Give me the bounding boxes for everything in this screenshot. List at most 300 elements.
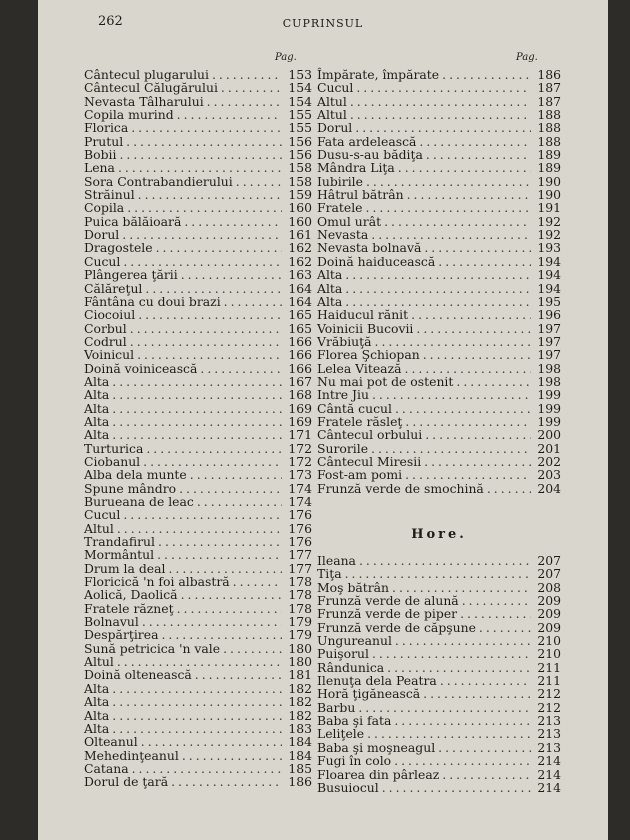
toc-entry-page: 166 [288,360,312,376]
dot-leader [413,322,531,335]
toc-entry-title: Cântecul Călugărului [84,80,218,96]
toc-entry [317,175,561,188]
toc-entry [317,687,561,700]
dot-leader [408,308,531,321]
toc-entry-title: Horă ţigănească [317,686,421,702]
dot-leader [453,375,531,388]
dot-leader [420,348,531,361]
toc-entry-title: Burueana de leac [84,494,194,509]
dot-leader [187,468,282,481]
toc-entry-page: 209 [537,619,561,635]
toc-entry [84,762,312,775]
toc-entry [317,188,561,201]
toc-entry [84,508,312,521]
toc-entry-title: Călăreţul [84,280,143,296]
toc-entry [84,562,312,575]
toc-entry [317,268,561,281]
toc-entry-page: 155 [288,107,312,123]
toc-entry-page: 211 [537,659,561,675]
toc-entry-page: 196 [537,307,561,323]
dot-leader [114,522,282,535]
toc-entry-title: Împărate, împărate [317,67,440,82]
toc-entry-page: 183 [288,720,312,736]
toc-entry [84,388,312,401]
dot-leader [372,335,532,348]
toc-entry-title: Catana [84,760,129,776]
toc-entry-page: 155 [288,120,312,136]
dot-leader [140,455,282,468]
toc-entry-page: 173 [288,467,312,483]
toc-entry [84,428,312,441]
toc-entry [317,108,561,121]
toc-entry [317,482,561,495]
toc-entry-page: 176 [288,507,312,523]
toc-entry-title: Alta [84,400,110,416]
toc-entry [84,695,312,708]
toc-entry-title: Baba şi fata [317,713,392,729]
toc-entry-title: Sună petricica 'n vale [84,640,221,656]
dot-leader [230,575,282,588]
dot-leader [178,588,282,601]
toc-entry-page: 179 [288,627,312,643]
toc-entry [317,468,561,481]
toc-entry-page: 176 [288,520,312,536]
toc-entry-title: Altul [317,107,347,123]
toc-entry-page: 182 [288,707,312,723]
dot-leader [109,709,282,722]
toc-entry-title: Floarea din pârleaz [317,766,440,782]
toc-entry-title: Alta [317,267,343,283]
toc-entry-page: 153 [288,67,312,82]
toc-entry-title: Leliţele [317,726,365,742]
toc-entry-page: 189 [537,160,561,176]
toc-entry-page: 172 [288,440,312,456]
toc-entry-title: Frunză verde de piper [317,606,458,622]
toc-entry-page: 178 [288,600,312,616]
dot-leader [109,388,282,401]
toc-entry-page: 197 [537,333,561,349]
toc-entry-page: 187 [537,80,561,96]
toc-entry-title: Codrul [84,333,127,349]
toc-entry-page: 174 [288,494,312,509]
dot-leader [204,95,282,108]
toc-entry-title: Bolnavul [84,614,139,630]
toc-entry [84,375,312,388]
toc-entry-title: Voinicii Bucovii [317,320,414,336]
dot-leader [192,668,282,681]
dot-leader [209,68,282,81]
dot-leader [120,255,282,268]
toc-entry-page: 167 [288,373,312,389]
dot-leader [476,621,531,634]
toc-right-top [317,68,561,495]
dot-leader [181,215,282,228]
toc-entry [84,228,312,241]
toc-entry-page: 199 [537,387,561,403]
toc-entry [317,81,561,94]
dot-leader [127,335,282,348]
dot-leader [392,402,531,415]
toc-entry [317,282,561,295]
dot-leader [342,295,531,308]
toc-entry [84,295,312,308]
toc-entry-page: 188 [537,107,561,123]
toc-entry [84,415,312,428]
toc-entry [317,581,561,594]
section-heading-hore: Hore. [411,527,467,542]
dot-leader [109,722,282,735]
toc-entry [84,241,312,254]
toc-entry-title: Surorile [317,440,369,456]
dot-leader [174,108,282,121]
toc-entry-title: Doină haiducească [317,253,436,269]
toc-entry-page: 158 [288,173,312,189]
pag-label-right: Pag. [516,52,538,63]
dot-leader [435,255,531,268]
toc-entry-title: Fugi în colo [317,753,392,769]
toc-entry-page: 162 [288,240,312,256]
toc-entry [84,468,312,481]
dot-leader [435,741,531,754]
toc-entry-title: Străinul [84,187,135,203]
toc-entry-title: Tiţa [317,566,342,582]
toc-entry [317,148,561,161]
toc-entry-page: 156 [288,133,312,149]
toc-entry [317,255,561,268]
toc-entry [84,495,312,508]
toc-entry [317,567,561,580]
toc-entry-page: 203 [537,467,561,483]
toc-entry [84,642,312,655]
toc-entry [84,522,312,535]
toc-entry-title: Dorul [317,120,353,136]
dot-leader [194,495,282,508]
toc-entry [84,482,312,495]
toc-entry [84,722,312,735]
toc-entry [84,108,312,121]
toc-entry [317,781,561,794]
toc-entry [317,161,561,174]
toc-entry-title: Cântecul Miresii [317,453,422,469]
toc-entry-title: Omul urât [317,213,382,229]
toc-entry-page: 214 [537,779,561,795]
toc-entry-title: Frunză verde de căpşune [317,619,476,635]
toc-entry-title: Rândunica [317,659,385,675]
toc-entry-page: 191 [537,200,561,216]
toc-entry-title: Turturica [84,440,144,456]
toc-entry-title: Busuiocul [317,779,379,795]
toc-entry-page: 184 [288,747,312,763]
toc-entry-title: Florea Şchiopan [317,347,420,363]
toc-entry-page: 159 [288,187,312,203]
toc-entry [84,81,312,94]
toc-entry-page: 179 [288,614,312,630]
toc-entry-title: Hâtrul bătrân [317,187,404,203]
toc-entry-title: Prutul [84,133,124,149]
toc-entry-page: 164 [288,293,312,309]
dot-leader [109,695,282,708]
dot-leader [124,201,282,214]
toc-entry-page: 194 [537,253,561,269]
toc-entry-title: Puica bălăioară [84,213,182,229]
toc-entry [84,308,312,321]
toc-right-bottom [317,554,561,794]
toc-entry-page: 194 [537,280,561,296]
dot-leader [363,175,531,188]
dot-leader [109,428,282,441]
dot-leader [168,775,282,788]
toc-entry-page: 208 [537,579,561,595]
toc-entry [84,749,312,762]
book-page [38,0,608,840]
toc-entry [317,335,561,348]
toc-entry [317,415,561,428]
toc-entry-page: 210 [537,633,561,649]
toc-entry-title: Fratele răzneţ [84,600,174,616]
dot-leader [404,188,531,201]
toc-entry-title: Moş bătrân [317,579,390,595]
toc-entry-title: Frunză verde de alună [317,593,459,609]
dot-leader [416,135,531,148]
toc-entry-title: Cucul [84,253,121,269]
dot-leader [395,161,531,174]
toc-entry-page: 200 [537,427,561,443]
toc-entry-title: Fost-am pomi [317,467,403,483]
toc-entry [84,268,312,281]
toc-entry-page: 202 [537,453,561,469]
toc-entry-title: Altul [317,93,347,109]
dot-leader [174,602,282,615]
toc-entry-page: 198 [537,360,561,376]
dot-leader [179,749,282,762]
toc-entry-page: 190 [537,173,561,189]
dot-leader [421,455,531,468]
dot-leader [109,375,282,388]
dot-leader [439,768,531,781]
dot-leader [178,268,282,281]
dot-leader [402,468,531,481]
toc-entry-title: Haiducul rănit [317,307,409,323]
toc-entry-title: Ilenuţa dela Peatra [317,673,437,689]
toc-entry-title: Mormântul [84,547,155,563]
toc-entry [84,215,312,228]
toc-entry-title: Ungureanul [317,633,392,649]
dot-leader [109,682,282,695]
toc-entry-title: Cucul [84,507,121,523]
dot-leader [116,148,282,161]
toc-entry-title: Alta [84,413,110,429]
toc-entry-page: 166 [288,347,312,363]
toc-entry-page: 168 [288,387,312,403]
toc-entry [84,548,312,561]
toc-entry-page: 163 [288,267,312,283]
toc-entry [317,621,561,634]
toc-entry-title: Vrăbiuţă [317,333,372,349]
toc-entry-page: 156 [288,147,312,163]
dot-leader [347,108,531,121]
toc-entry-title: Floricică 'n foi albastră [84,574,230,590]
toc-entry-page: 192 [537,213,561,229]
toc-entry-title: Cântecul plugarului [84,67,209,82]
toc-entry [84,615,312,628]
toc-entry-page: 188 [537,120,561,136]
toc-entry [317,362,561,375]
section-gap [317,495,561,518]
toc-entry [84,775,312,788]
toc-entry-page: 210 [537,646,561,662]
dot-leader [379,781,531,794]
dot-leader [153,241,282,254]
dot-leader [135,188,282,201]
dot-leader [134,348,282,361]
toc-entry-title: Barbu [317,699,356,715]
dot-leader [381,215,531,228]
toc-entry-title: Copila [84,200,125,216]
toc-entry-page: 185 [288,760,312,776]
toc-entry [317,455,561,468]
dot-leader [143,442,282,455]
toc-entry [84,362,312,375]
toc-entry-page: 171 [288,427,312,443]
toc-entry-title: Ciocoiul [84,307,136,323]
toc-entry [317,228,561,241]
toc-entry-page: 165 [288,320,312,336]
toc-entry-page: 211 [537,673,561,689]
toc-entry-title: Fratele [317,200,363,216]
toc-entry-title: Dorul [84,227,120,243]
toc-entry [317,135,561,148]
dot-leader [369,388,531,401]
toc-entry-title: Fântâna cu doui brazi [84,293,221,309]
toc-entry-title: Mândra Liţa [317,160,395,176]
toc-entry-title: Fata ardelească [317,133,417,149]
toc-entry-title: Doină voinicească [84,360,198,376]
toc-entry-page: 186 [288,774,312,790]
toc-entry-page: 199 [537,400,561,416]
toc-entry-title: Dusu-s-au bădiţa [317,147,423,163]
dot-leader [155,535,282,548]
toc-entry [317,701,561,714]
toc-entry [317,754,561,767]
toc-entry-page: 188 [537,133,561,149]
dot-leader [391,754,531,767]
toc-entry-page: 174 [288,480,312,496]
toc-entry-title: Alta [84,427,110,443]
toc-entry [317,348,561,361]
toc-entry [84,348,312,361]
toc-entry [84,735,312,748]
toc-entry-page: 154 [288,80,312,96]
toc-entry [317,674,561,687]
dot-leader [353,81,531,94]
toc-entry-page: 172 [288,453,312,469]
toc-entry-page: 187 [537,93,561,109]
toc-entry-title: Cântecul orbului [317,427,423,443]
toc-entry-title: Corbul [84,320,127,336]
dot-leader [138,735,282,748]
toc-entry-title: Alta [84,387,110,403]
toc-entry [317,215,561,228]
toc-entry [84,709,312,722]
toc-entry-page: 207 [537,566,561,582]
dot-leader [220,642,282,655]
dot-leader [197,362,282,375]
toc-entry [317,308,561,321]
toc-entry [317,428,561,441]
toc-entry-title: Alba dela munte [84,467,187,483]
toc-left-column [84,68,312,789]
toc-entry [84,188,312,201]
toc-entry [84,668,312,681]
toc-entry [317,375,561,388]
toc-entry-title: Intre Jiu [317,387,369,403]
toc-entry-title: Puişorul [317,646,369,662]
dot-leader [420,687,531,700]
toc-entry-page: 212 [537,699,561,715]
toc-entry [84,655,312,668]
dot-leader [384,661,531,674]
toc-entry [84,682,312,695]
toc-entry [317,68,561,81]
dot-leader [176,482,282,495]
toc-entry [317,768,561,781]
toc-entry-page: 176 [288,534,312,550]
toc-entry-title: Cântă cucul [317,400,392,416]
dot-leader [422,428,531,441]
toc-entry-page: 160 [288,200,312,216]
toc-entry-title: Plângerea ţării [84,267,178,283]
toc-entry-page: 166 [288,333,312,349]
dot-leader [439,68,531,81]
toc-entry-page: 194 [537,267,561,283]
toc-entry-page: 154 [288,93,312,109]
dot-leader [221,295,282,308]
toc-entry [317,388,561,401]
toc-entry-title: Ileana [317,553,356,568]
toc-entry-title: Copila murind [84,107,174,123]
dot-leader [437,674,531,687]
dot-leader [158,628,282,641]
toc-entry-page: 207 [537,553,561,568]
toc-entry-page: 197 [537,347,561,363]
toc-entry-title: Sora Contrabandierului [84,173,233,189]
running-title: CUPRINSUL [282,17,364,30]
dot-leader [129,762,282,775]
toc-entry-title: Dorul de ţară [84,774,169,790]
toc-entry-title: Doină oltenească [84,667,192,683]
toc-entry [84,322,312,335]
dot-leader [402,362,532,375]
dot-leader [423,148,531,161]
toc-entry-title: Alta [84,707,110,723]
dot-leader [342,268,531,281]
toc-entry-page: 158 [288,160,312,176]
dot-leader [142,282,282,295]
toc-entry [317,95,561,108]
toc-entry [84,455,312,468]
dot-leader [347,95,531,108]
dot-leader [356,554,531,567]
dot-leader [364,727,531,740]
toc-entry-page: 197 [537,320,561,336]
toc-entry-page: 177 [288,560,312,576]
toc-entry-title: Altul [84,654,114,670]
toc-entry [317,634,561,647]
toc-entry [317,442,561,455]
toc-entry-page: 192 [537,227,561,243]
toc-entry [84,135,312,148]
dot-leader [233,175,282,188]
